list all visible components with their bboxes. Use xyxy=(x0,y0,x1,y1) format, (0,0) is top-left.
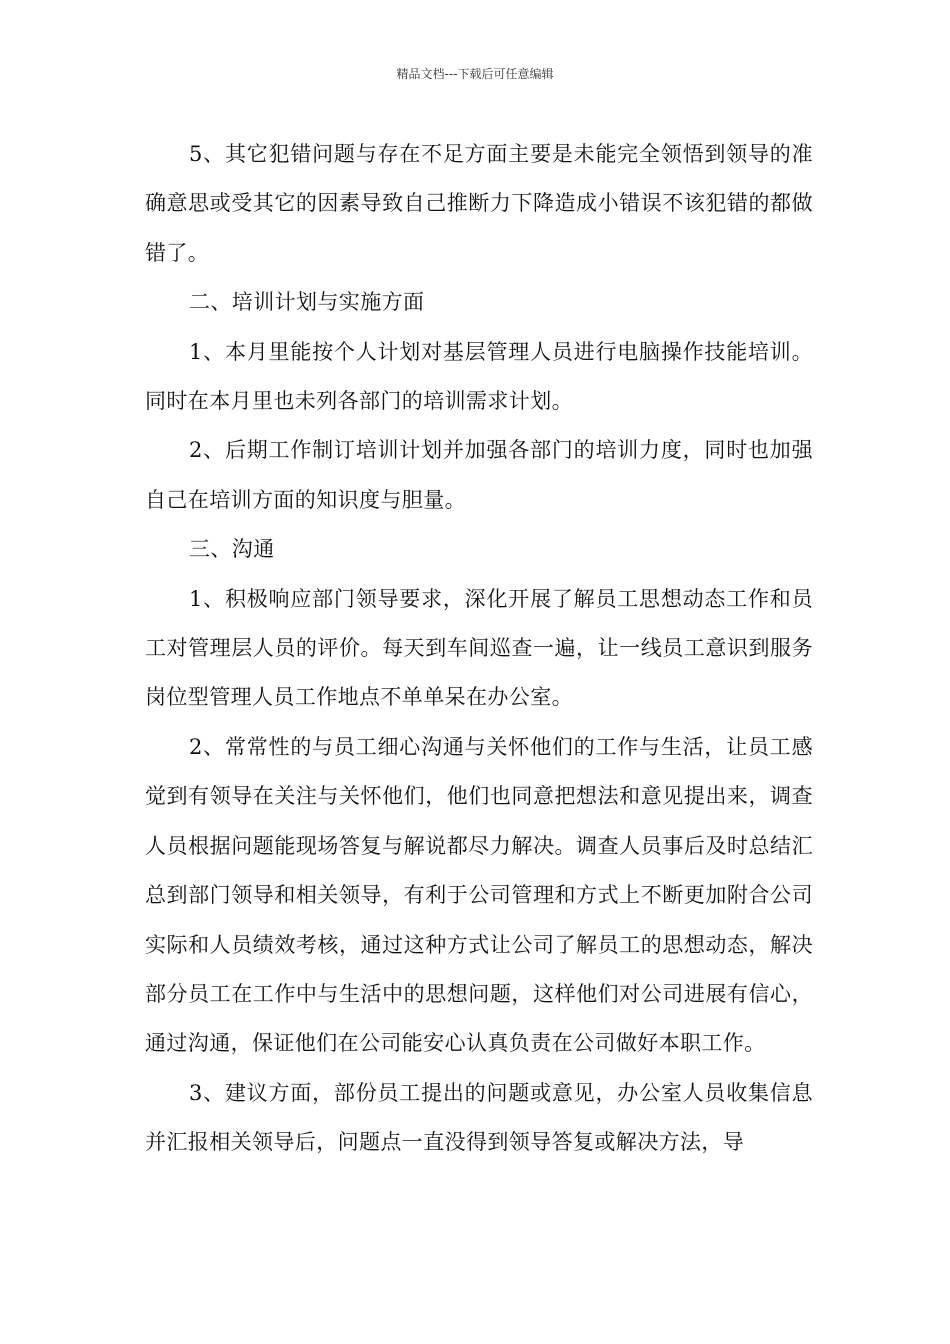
paragraph-communication-3: 3、建议方面，部份员工提出的问题或意见，办公室人员收集信息并汇报相关领导后，问题点一直没得到领导答复或解决方法，导 xyxy=(145,1080,813,1155)
paragraph-training-1: 1、本月里能按个人计划对基层管理人员进行电脑操作技能培训。同时在本月里也未列各部门的培训需求计划。 xyxy=(145,339,813,414)
paragraph-training-2: 2、后期工作制订培训计划并加强各部门的培训力度，同时也加强自己在培训方面的知识度与胆量。 xyxy=(145,438,813,512)
document-body xyxy=(145,130,813,1168)
paragraph-item-5: 5、其它犯错问题与存在不足方面主要是未能完全领悟到领导的准确意思或受其它的因素导致自己推断力下降造成小错误不该犯错的都做错了。 xyxy=(145,142,813,265)
paragraph-communication-2: 2、常常性的与员工细心沟通与关怀他们的工作与生活，让员工感觉到有领导在关注与关怀他们，他们也同意把想法和意见提出来，调查人员根据问题能现场答复与解说都尽力解决。调查人员事后及时总结汇总到部门领导和相关领导，有利于公司管理和方式上不断更加附合公司实际和人员绩效考核，通过这种方式让公司了解员工的思想动态，解决部分员工在工作中与生活中的思想问题，这样他们对公司进展有信心，通过沟通，保证他们在公司能安心认真负责在公司做好本职工作。 xyxy=(145,734,813,1056)
page-header: 精品文档---下载后可任意编辑 xyxy=(396,67,554,81)
section-heading-training: 二、培训计划与实施方面 xyxy=(189,290,425,315)
paragraph-communication-1: 1、积极响应部门领导要求，深化开展了解员工思想动态工作和员工对管理层人员的评价。每天到车间巡查一遍，让一线员工意识到服务岗位型管理人员工作地点不单单呆在办公室。 xyxy=(145,586,813,710)
section-heading-communication: 三、沟通 xyxy=(189,537,275,562)
